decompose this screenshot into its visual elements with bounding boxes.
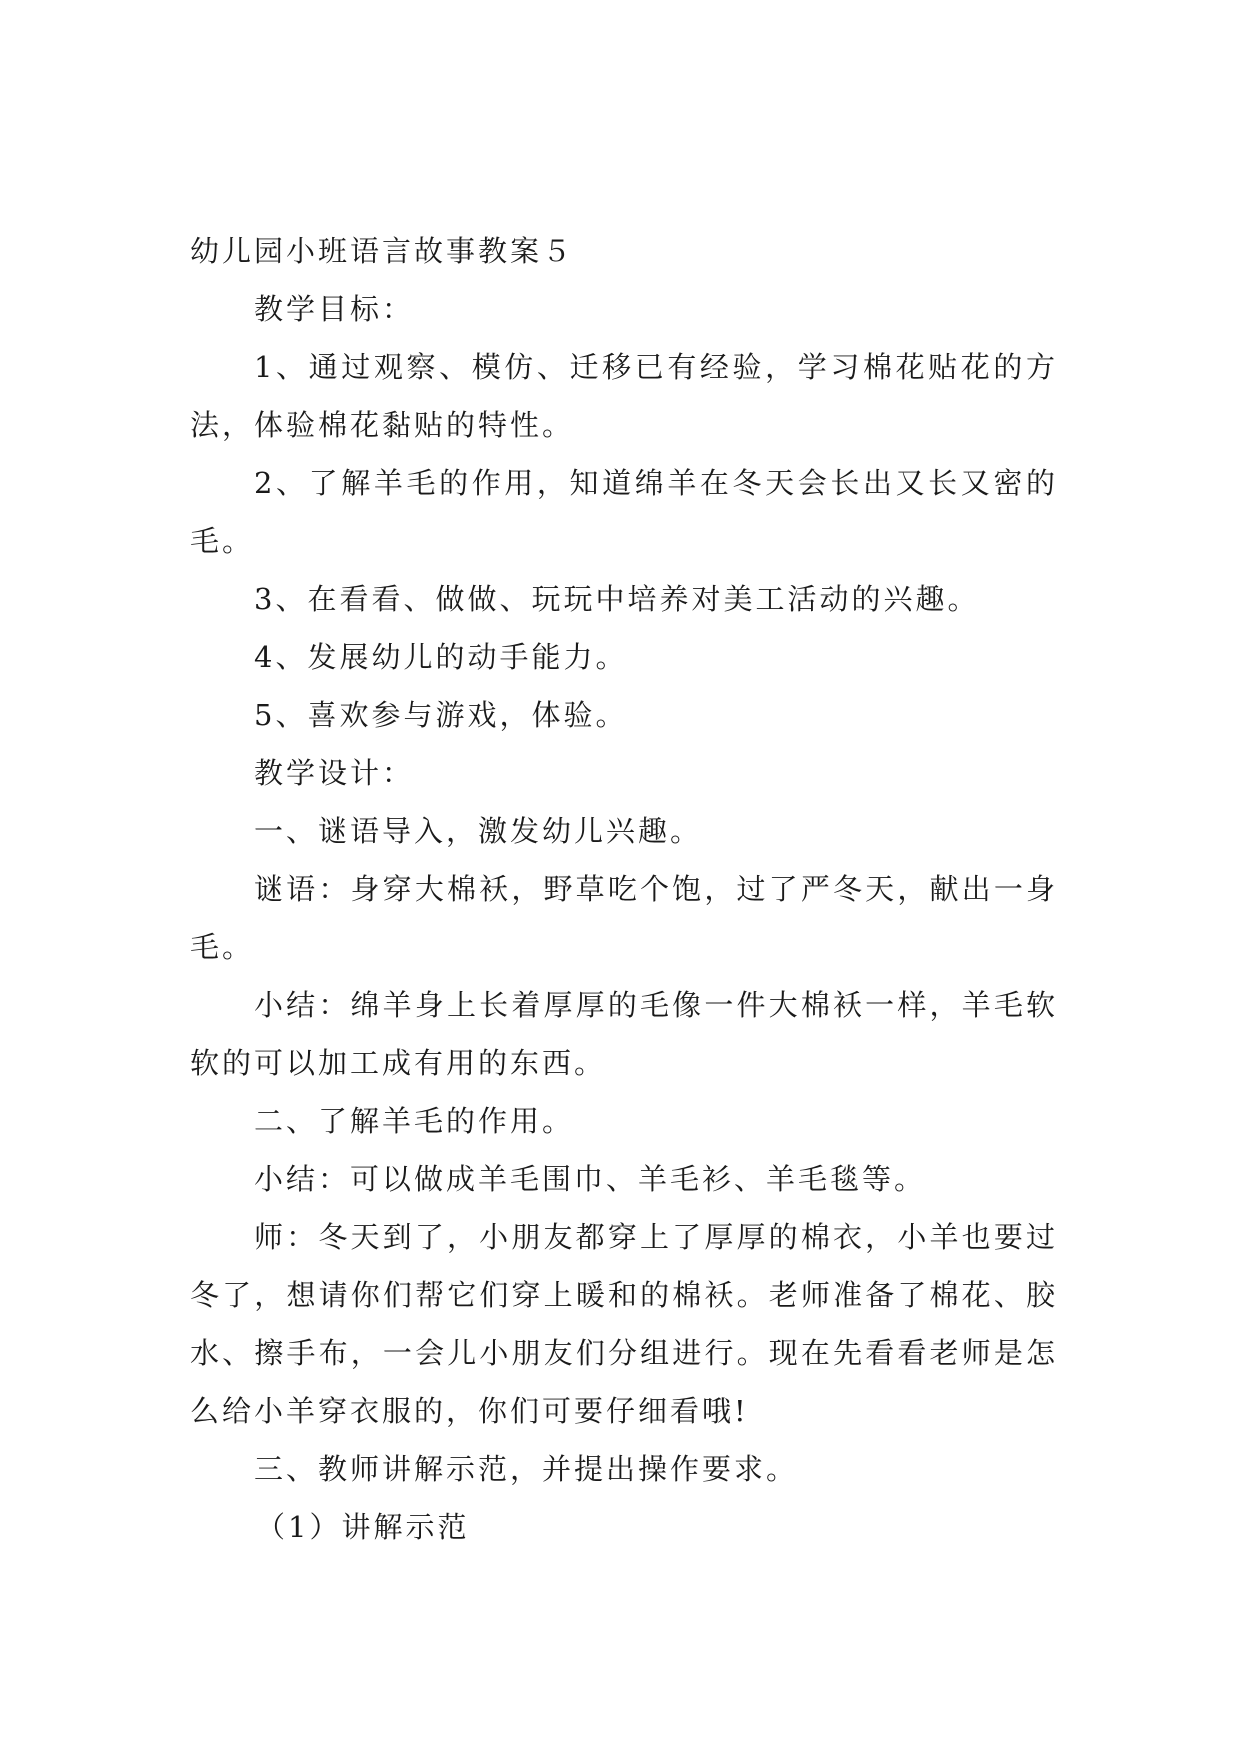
- teacher-speech-paragraph: 师：冬天到了，小朋友都穿上了厚厚的棉衣，小羊也要过冬了，想请你们帮它们穿上暖和的棉袄。老师准备了棉花、胶水、擦手布，一会儿小朋友们分组进行。现在先看看老师是怎么给小羊穿衣服的，你们可要仔细看哦!: [190, 1220, 1058, 1428]
- objective-item: 1、通过观察、模仿、迁移已有经验，学习棉花贴花的方法，体验棉花黏贴的特性。: [190, 350, 1058, 442]
- document-page: [190, 222, 1058, 1556]
- step-heading: 二、了解羊毛的作用。: [254, 1104, 575, 1138]
- objective-item: 4、发展幼儿的动手能力。: [254, 640, 628, 674]
- objectives-heading: 教学目标：: [254, 292, 415, 326]
- summary-paragraph: 小结：可以做成羊毛围巾、羊毛衫、羊毛毯等。: [254, 1162, 927, 1196]
- objective-item: 2、了解羊毛的作用，知道绵羊在冬天会长出又长又密的毛。: [190, 466, 1058, 558]
- riddle-paragraph: 谜语：身穿大棉袄，野草吃个饱，过了严冬天，献出一身毛。: [190, 872, 1058, 964]
- objective-item: 5、喜欢参与游戏，体验。: [254, 698, 628, 732]
- document-title: 幼儿园小班语言故事教案５: [190, 234, 575, 268]
- step-heading: 一、谜语导入，激发幼儿兴趣。: [254, 814, 703, 848]
- objective-item: 3、在看看、做做、玩玩中培养对美工活动的兴趣。: [254, 582, 980, 616]
- design-heading: 教学设计：: [254, 756, 415, 790]
- sub-step-heading: （1）讲解示范: [256, 1510, 470, 1544]
- summary-paragraph: 小结：绵羊身上长着厚厚的毛像一件大棉袄一样，羊毛软软的可以加工成有用的东西。: [190, 988, 1058, 1080]
- step-heading: 三、教师讲解示范，并提出操作要求。: [254, 1452, 799, 1486]
